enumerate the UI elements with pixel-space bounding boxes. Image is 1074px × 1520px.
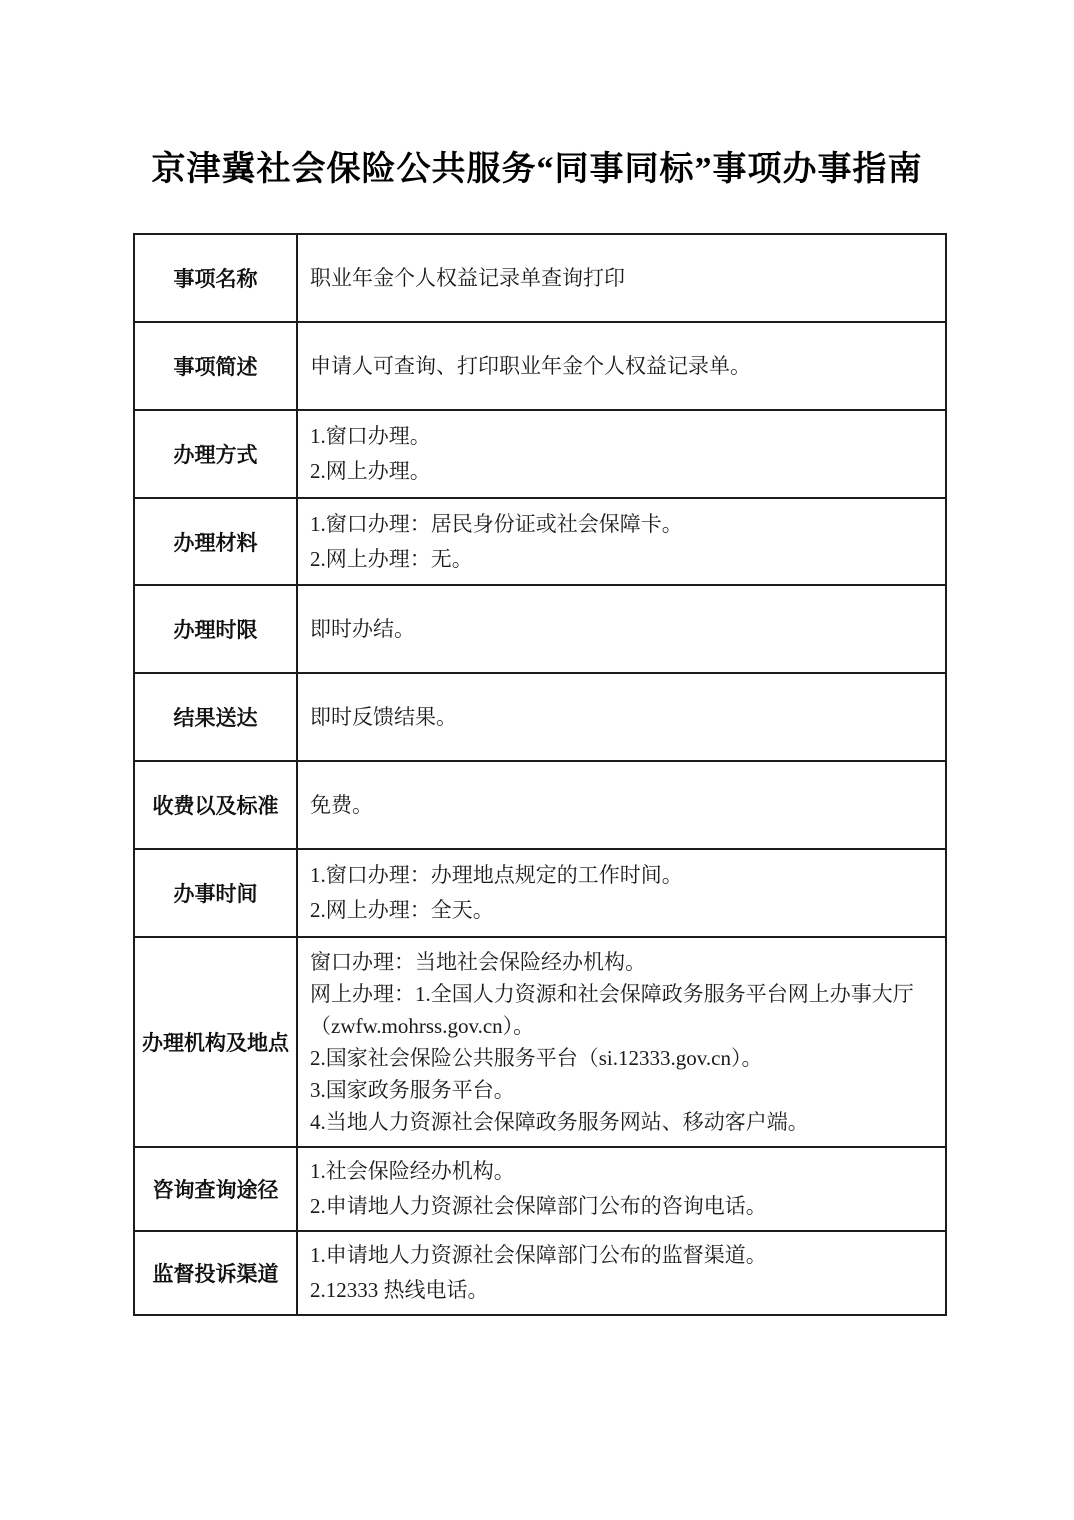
page-title: 京津冀社会保险公共服务“同事同标”事项办事指南: [151, 151, 923, 188]
row-label: 办理机构及地点: [134, 937, 297, 1147]
content-line: 2.12333 热线电话。: [310, 1278, 489, 1302]
table-row: [134, 937, 946, 1147]
content-line: 1.社会保险经办机构。: [310, 1159, 515, 1183]
content-line: 2.网上办理：无。: [310, 546, 473, 571]
row-label: 办事时间: [134, 849, 297, 937]
row-content: [297, 937, 946, 1147]
content-line: 1.窗口办理：居民身份证或社会保障卡。: [310, 511, 683, 536]
table-row: [134, 849, 946, 937]
row-label: 办理材料: [134, 498, 297, 585]
row-content: [297, 1231, 946, 1315]
row-content: [297, 585, 946, 673]
table-row: [134, 761, 946, 849]
content-line: 窗口办理：当地社会保险经办机构。: [310, 950, 646, 974]
row-content: [297, 322, 946, 410]
row-content: [297, 410, 946, 498]
row-label: 办理时限: [134, 585, 297, 673]
content-line: 2.申请地人力资源社会保障部门公布的咨询电话。: [310, 1194, 767, 1218]
content-line: 3.国家政务服务平台。: [310, 1078, 515, 1102]
content-line: 1.窗口办理：办理地点规定的工作时间。: [310, 863, 683, 887]
content-line: 1.窗口办理。: [310, 424, 431, 448]
row-content: [297, 1147, 946, 1231]
row-label: 收费以及标准: [134, 761, 297, 849]
content-line: 职业年金个人权益记录单查询打印: [310, 265, 625, 290]
content-line: 2.网上办理：全天。: [310, 898, 494, 922]
row-content: [297, 849, 946, 937]
row-label: 事项名称: [134, 234, 297, 322]
row-content: [297, 761, 946, 849]
row-label: 咨询查询途径: [134, 1147, 297, 1231]
content-line: 免费。: [310, 792, 373, 817]
table-row: [134, 585, 946, 673]
table-row: [134, 498, 946, 585]
table-row: [134, 234, 946, 322]
table-row: [134, 322, 946, 410]
content-line: 网上办理：1.全国人力资源和社会保障政务服务平台网上办事大厅（zwfw.mohrss.gov.cn）。: [310, 982, 914, 1038]
content-line: 4.当地人力资源社会保障政务服务网站、移动客户端。: [310, 1110, 809, 1134]
row-label: 监督投诉渠道: [134, 1231, 297, 1315]
row-content: [297, 234, 946, 322]
content-line: 申请人可查询、打印职业年金个人权益记录单。: [310, 353, 751, 378]
content-line: 即时办结。: [310, 616, 415, 641]
guide-table: [133, 233, 947, 1316]
row-content: [297, 498, 946, 585]
table-row: [134, 673, 946, 761]
content-line: 2.网上办理。: [310, 459, 431, 483]
table-row: [134, 410, 946, 498]
row-content: [297, 673, 946, 761]
table-row: [134, 1231, 946, 1315]
content-line: 1.申请地人力资源社会保障部门公布的监督渠道。: [310, 1243, 767, 1267]
row-label: 结果送达: [134, 673, 297, 761]
table-row: [134, 1147, 946, 1231]
content-line: 即时反馈结果。: [310, 704, 457, 729]
row-label: 办理方式: [134, 410, 297, 498]
row-label: 事项简述: [134, 322, 297, 410]
content-line: 2.国家社会保险公共服务平台（si.12333.gov.cn）。: [310, 1046, 763, 1070]
